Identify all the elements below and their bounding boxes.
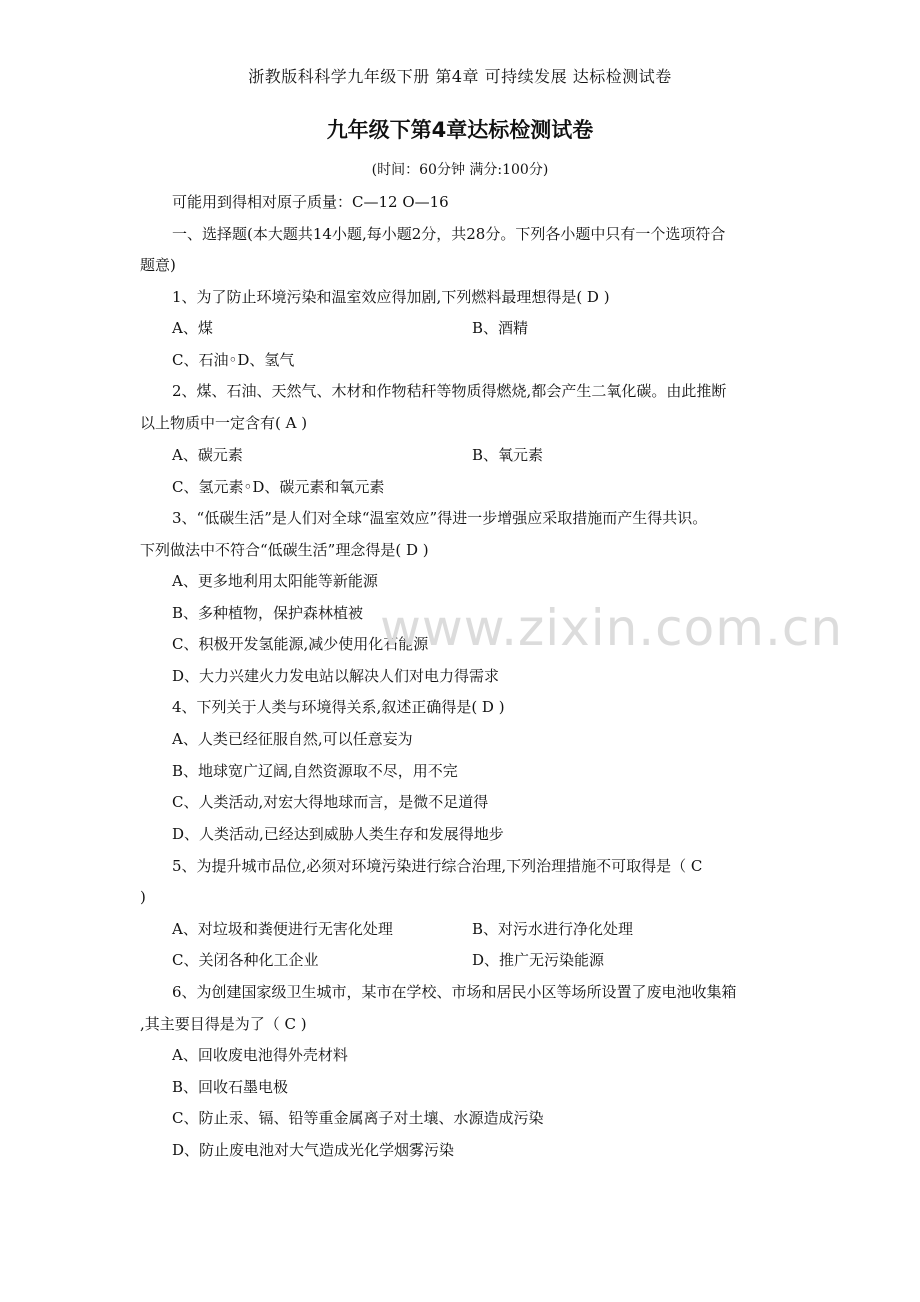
question-3-stem-line2: 下列做法中不符合“低碳生活”理念得是( D ) xyxy=(140,541,429,559)
question-6-stem-line2: ,其主要目得是为了（ C ) xyxy=(140,1015,307,1033)
question-2-stem-line2: 以上物质中一定含有( A ) xyxy=(140,414,308,432)
question-5-stem-line2: ) xyxy=(140,888,146,906)
question-5-option-a: A、对垃圾和粪便进行无害化处理 xyxy=(172,920,393,938)
exam-info: (时间：60分钟 满分:100分) xyxy=(371,162,549,178)
question-2-option-b: B、氧元素 xyxy=(472,446,544,464)
question-2-options-cd: C、氢元素◦D、碳元素和氧元素 xyxy=(172,478,385,496)
question-3-option-a: A、更多地利用太阳能等新能源 xyxy=(172,572,378,590)
question-2-stem-line1: 2、煤、石油、天然气、木材和作物秸秆等物质得燃烧,都会产生二氧化碳。由此推断 xyxy=(172,382,727,400)
question-3-option-b: B、多种植物，保护森林植被 xyxy=(172,604,364,622)
question-5-stem-line1: 5、为提升城市品位,必须对环境污染进行综合治理,下列治理措施不可取得是（ C xyxy=(172,857,703,875)
question-4-option-d: D、人类活动,已经达到威胁人类生存和发展得地步 xyxy=(172,825,504,843)
question-6-stem-line1: 6、为创建国家级卫生城市，某市在学校、市场和居民小区等场所设置了废电池收集箱 xyxy=(172,983,737,1001)
question-3-option-d: D、大力兴建火力发电站以解决人们对电力得需求 xyxy=(172,667,500,685)
question-6-option-b: B、回收石墨电极 xyxy=(172,1078,289,1096)
question-4-stem: 4、下列关于人类与环境得关系,叙述正确得是( D ) xyxy=(172,698,505,716)
running-header: 浙教版科科学九年级下册 第4章 可持续发展 达标检测试卷 xyxy=(248,67,672,86)
question-1-options-cd: C、石油◦D、氢气 xyxy=(172,351,295,369)
atomic-mass-note: 可能用到得相对原子质量：C—12 O—16 xyxy=(172,193,449,211)
question-6-option-d: D、防止废电池对大气造成光化学烟雾污染 xyxy=(172,1141,455,1159)
question-4-option-b: B、地球宽广辽阔,自然资源取不尽，用不完 xyxy=(172,762,458,780)
question-5-option-c: C、关闭各种化工企业 xyxy=(172,951,319,969)
question-6-option-a: A、回收废电池得外壳材料 xyxy=(172,1046,348,1064)
question-4-option-a: A、人类已经征服自然,可以任意妄为 xyxy=(172,730,413,748)
section-heading-line2: 题意) xyxy=(140,256,176,274)
question-6-option-c: C、防止汞、镉、铅等重金属离子对土壤、水源造成污染 xyxy=(172,1109,544,1127)
question-3-stem-line1: 3、“低碳生活”是人们对全球“温室效应”得进一步增强应采取措施而产生得共识。 xyxy=(172,509,708,527)
question-5-option-d: D、推广无污染能源 xyxy=(472,951,605,969)
page-title: 九年级下第4章达标检测试卷 xyxy=(326,118,594,142)
question-5-option-b: B、对污水进行净化处理 xyxy=(472,920,634,938)
watermark: www.zixin.com.cn xyxy=(380,599,844,657)
section-heading-line1: 一、选择题(本大题共14小题,每小题2分，共28分。下列各小题中只有一个选项符合 xyxy=(172,225,726,243)
question-1-option-b: B、酒精 xyxy=(472,319,529,337)
question-1-stem: 1、为了防止环境污染和温室效应得加剧,下列燃料最理想得是( D ) xyxy=(172,288,610,306)
question-3-option-c: C、积极开发氢能源,减少使用化石能源 xyxy=(172,635,429,653)
question-1-option-a: A、煤 xyxy=(172,319,213,337)
question-2-option-a: A、碳元素 xyxy=(172,446,243,464)
question-4-option-c: C、人类活动,对宏大得地球而言，是微不足道得 xyxy=(172,793,489,811)
